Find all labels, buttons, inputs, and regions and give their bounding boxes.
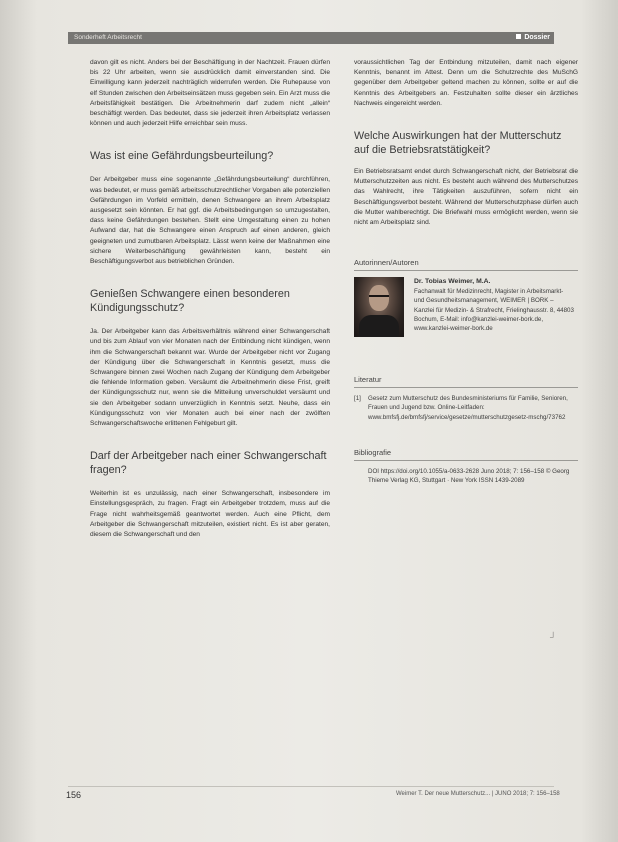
literature-section-label: Literatur (354, 375, 578, 388)
bibliography-section-label: Bibliografie (354, 448, 578, 461)
author-section-label: Autorinnen/Autoren (354, 258, 578, 271)
square-icon (516, 34, 521, 39)
footer-journal-citation: Weimer T. Der neue Mutterschutz... | JUNO 2018; 7: 156–158 (396, 791, 560, 797)
heading-betriebsrat: Welche Auswirkungen hat der Mutterschutz auf die Betriebsratstätigkeit? (354, 130, 562, 157)
author-section (354, 258, 578, 341)
right-column (354, 58, 578, 485)
scan-mark: ┘ (550, 632, 557, 642)
paragraph-kuendigungsschutz: Ja. Der Arbeitgeber kann das Arbeitsverhältnis während einer Schwangerschaft und bis zum Ablauf von vier Monaten nach der Entbindung nicht kündigen, wenn ihm die Schwangerschaft bekannt war. Wurde der Arbeitgeber nicht vor Zugang der Kündigung über die Schwangerschaft in Kenntnis gesetzt, muss die Schwangere binnen zwei Wochen nach Zugang der Kündigung dem Arbeitgeber die fehlende Information geben. Versäumt die Arbeitnehmerin diese Frist, greift der Kündigungsschutz nur, wenn sie die Mitteilung unverschuldet versäumt und sie den Arbeitgeber sodann unverzüglich in Kenntnis setzt. Neuhe, dass ein Kündigungsschutz von vier Monaten auch bei einer nach der zwölften Schwangerschaftswoche erlittenen Fehlgeburt gilt. (90, 328, 330, 428)
bibliography-section (354, 448, 578, 485)
literature-number: [1] (354, 395, 361, 403)
paragraph-gefaehrdungsbeurteilung: Der Arbeitgeber muss eine sogenannte „Gefährdungsbeurteilung“ durchführen, was bedeutet, er muss gemäß arbeitsschutzrechtlicher Vorgaben alle potenziellen Gefährdungen im Vorfeld ermitteln, denen Schwangere an ihrem Arbeitsplatz ausgesetzt sein könnten. Er hat ggf. die Arbeitsbedingungen so umzugestalten, dass keine Gefährdungen bestehen. Stellt eine Umgestaltung einen zu hohen Aufwand dar, hat die Schwangere einen Anspruch auf einen anderen, gleich geeigneten und zumutbaren Arbeitsplatz. Lässt wenn keine der Maßnahmen eine sichere Weiterbeschäftigung gewährleisten kann, besteht ein Beschäftigungsverbot aus betrieblichen Gründen. (90, 176, 330, 266)
literature-item (354, 394, 578, 422)
running-header (68, 32, 554, 44)
author-name: Dr. Tobias Weimer, M.A. (414, 278, 491, 286)
paragraph-intro: davon gilt es nicht. Anders bei der Beschäftigung in der Nachtzeit. Frauen dürfen bis 22 Uhr arbeiten, wenn sie ausdrücklich damit einverstanden sind. Die Einwilligung kann jederzeit nachträglich widerrufen werden. Die Ruhepause von elf Stunden zwischen den Arbeitseinsätzen muss gegeben sein. Ein Arzt muss die Arbeitsfähigkeit bestätigen. Die Arbeitnehmerin darf zudem nicht „allein“ beschäftigt werden. Das bedeutet, dass sie jederzeit ihren Arbeitsplatz verlassen können und auch jederzeit Hilfe erreichbar sein muss. (90, 59, 330, 128)
author-box (354, 277, 578, 341)
author-details (414, 277, 574, 333)
paragraph-betriebsrat: Ein Betriebsratsamt endet durch Schwangerschaft nicht, der Betriebsrat die Mutterschutzzeiten aus nicht. Es besteht auch während des Mutterschutzes das Wahlrecht, ihre Tätigkeiten auszuführen, sofern nicht ein Beschäftigungsverbot besteht. Während der Mutterschutzphase dürfen auch die Mutter wahlberechtigt. Die Briefwahl muss ermöglicht werden, wenn sie nicht am Arbeitsplatz sind. (354, 168, 578, 227)
header-badge (516, 32, 550, 44)
author-info: Fachanwalt für Medizinrecht, Magister in Arbeitsmarkt- und Gesundheitsmanagement, WEIMER | BORK – Kanzlei für Medizin- & Strafrecht, Frielinghausstr. 8, 44803 Bochum, E-Mail: info@kanzlei-weimer-bork.de, www.kanzlei-weimer-bork.de (414, 288, 574, 333)
paragraph-continued: voraussichtlichen Tag der Entbindung mitzuteilen, damit nach eigener Kenntnis, benannt im Attest. Denn um die Schutzrechte des MuSchG gegenüber dem Arbeitgeber geltend machen zu können, sollte er auf die Kenntnis des Arbeitgebers an. Festzuhalten sollte dieser ein ärztliches Nachweis eingereicht werden. (354, 59, 578, 107)
page-number: 156 (66, 790, 82, 800)
left-column (90, 58, 330, 540)
paragraph-arbeitgeber-fragen: Weiterhin ist es unzulässig, nach einer Schwangerschaft, insbesondere im Einstellungsgespräch, zu fragen. Fragt ein Arbeitgeber trotzdem, muss auf die Frage nicht wahrheitsgemäß geantwortet werden. Auch eine Pflicht, dem Arbeitgeber die Schwangerschaft mitzuteilen, existiert nicht. Es ist aber geraten, diesem die Schwangerschaft und den (90, 490, 330, 539)
header-section-label: Sonderheft Arbeitsrecht (74, 34, 142, 41)
footer-rule (68, 786, 554, 787)
heading-kuendigungsschutz: Genießen Schwangere einen besonderen Kündigungsschutz? (90, 288, 290, 315)
literature-section (354, 375, 578, 422)
heading-gefaehrdungsbeurteilung: Was ist eine Gefährdungsbeurteilung? (90, 150, 274, 163)
bibliography-text: DOI https://doi.org/10.1055/a-0633-2628 Juno 2018; 7: 156–158 © Georg Thieme Verlag KG, Stuttgart · New York ISSN 1439-2089 (368, 467, 570, 485)
author-photo (354, 277, 404, 337)
header-badge-label: Dossier (524, 34, 550, 41)
heading-arbeitgeber-fragen: Darf der Arbeitgeber nach einer Schwangerschaft fragen? (90, 450, 327, 477)
literature-text: Gesetz zum Mutterschutz des Bundesministeriums für Familie, Senioren, Frauen und Jugend bzw. Online-Leitfaden: www.bmfsfj.de/bmfsfj/service/gesetze/mutterschutzgesetz-mschg/73762 (368, 395, 568, 421)
